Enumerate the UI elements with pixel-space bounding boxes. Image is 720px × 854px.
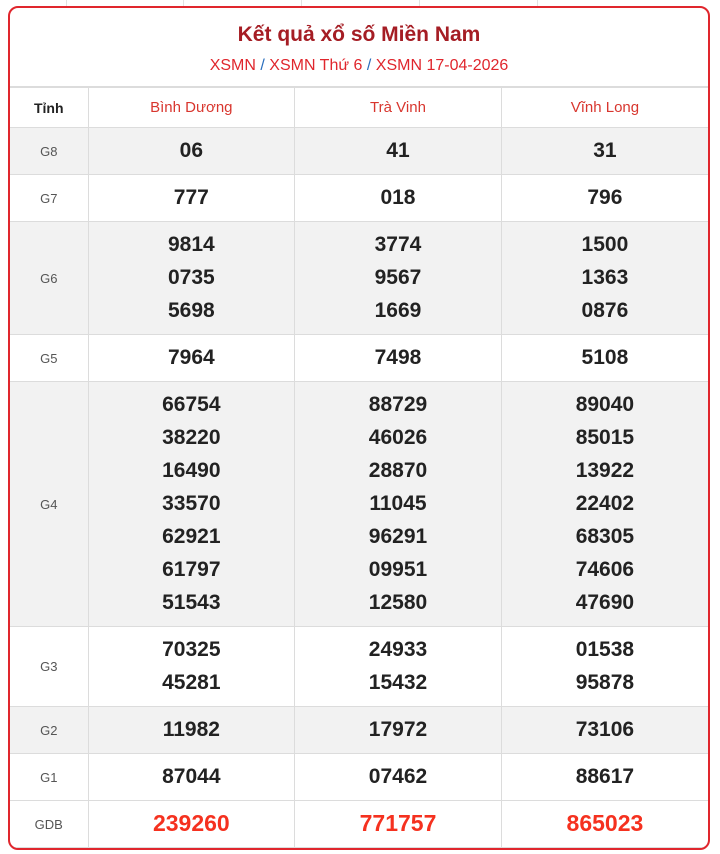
prize-cell-tra-vinh	[295, 335, 502, 382]
breadcrumb-xsmn-date[interactable]: XSMN 17-04-2026	[375, 57, 509, 74]
prize-number: 88729	[368, 393, 428, 416]
prize-number: 09951	[368, 558, 428, 581]
prize-label: G3	[10, 627, 88, 707]
prize-cell-vinh-long	[501, 382, 708, 627]
prize-cell-tra-vinh	[295, 707, 502, 754]
prize-cell-vinh-long	[501, 627, 708, 707]
prize-number: 96291	[368, 525, 428, 548]
prize-rows	[10, 128, 708, 848]
column-header-vinh-long[interactable]: Vĩnh Long	[501, 88, 708, 128]
prize-number: 73106	[575, 718, 635, 741]
prize-cell-binh-duong	[88, 707, 295, 754]
prize-cell-tra-vinh	[295, 128, 502, 175]
prize-cell-binh-duong	[88, 128, 295, 175]
prize-row-gdb	[10, 801, 708, 848]
prize-number: 11045	[369, 492, 427, 515]
prize-number: 51543	[162, 591, 221, 614]
prize-number: 66754	[162, 393, 221, 416]
prize-number: 0735	[167, 266, 215, 289]
prize-label: G6	[10, 222, 88, 335]
column-header-binh-duong[interactable]: Bình Dương	[88, 88, 295, 128]
prize-cell-vinh-long	[501, 175, 708, 222]
prize-number: 9814	[167, 233, 215, 256]
prize-label: GDB	[10, 801, 88, 848]
column-header-tra-vinh[interactable]: Trà Vinh	[295, 88, 502, 128]
prize-cell-binh-duong	[88, 335, 295, 382]
prize-row-g3	[10, 627, 708, 707]
prize-cell-binh-duong	[88, 754, 295, 801]
prize-number: 89040	[575, 393, 635, 416]
prize-number: 777	[173, 186, 209, 209]
prize-cell-vinh-long	[501, 707, 708, 754]
prize-row-g4	[10, 382, 708, 627]
prize-number: 74606	[575, 558, 635, 581]
prize-cell-binh-duong	[88, 627, 295, 707]
prize-number: 796	[587, 186, 623, 209]
prize-label: G2	[10, 707, 88, 754]
prize-number: 1669	[374, 299, 422, 322]
prize-row-g1	[10, 754, 708, 801]
prize-number: 1500	[581, 233, 629, 256]
prize-row-g6	[10, 222, 708, 335]
prize-number: 88617	[575, 765, 635, 788]
prize-number: 07462	[368, 765, 428, 788]
prize-number: 11982	[162, 718, 220, 741]
prize-row-g8	[10, 128, 708, 175]
prize-cell-vinh-long	[501, 128, 708, 175]
prize-cell-tra-vinh	[295, 801, 502, 848]
prize-cell-binh-duong	[88, 382, 295, 627]
prize-number: 46026	[368, 426, 428, 449]
prize-number: 41	[386, 139, 410, 162]
prize-number: 1363	[581, 266, 629, 289]
prize-cell-binh-duong	[88, 801, 295, 848]
breadcrumb-xsmn-thu6[interactable]: XSMN Thứ 6	[269, 57, 363, 74]
prize-row-g2	[10, 707, 708, 754]
prize-number: 45281	[162, 671, 221, 694]
prize-number: 0876	[581, 299, 629, 322]
prize-cell-tra-vinh	[295, 627, 502, 707]
prize-row-g7	[10, 175, 708, 222]
prize-label: G4	[10, 382, 88, 627]
prize-cell-vinh-long	[501, 335, 708, 382]
prize-number: 9567	[374, 266, 422, 289]
prize-number: 47690	[575, 591, 635, 614]
prize-cell-tra-vinh	[295, 382, 502, 627]
prize-number: 865023	[566, 810, 644, 836]
prize-number: 01538	[575, 638, 635, 661]
prize-number: 7498	[374, 346, 422, 369]
prize-number: 15432	[368, 671, 428, 694]
prize-label: G1	[10, 754, 88, 801]
prize-cell-tra-vinh	[295, 175, 502, 222]
prize-number: 95878	[575, 671, 635, 694]
prize-number: 239260	[152, 810, 230, 836]
breadcrumb	[10, 56, 708, 76]
prize-cell-tra-vinh	[295, 754, 502, 801]
prize-number: 12580	[368, 591, 428, 614]
table-header-row	[10, 88, 708, 128]
prize-number: 16490	[162, 459, 221, 482]
prize-number: 5108	[581, 346, 629, 369]
results-table	[10, 87, 708, 848]
page-title: Kết quả xổ số Miền Nam	[237, 23, 481, 46]
results-header	[10, 8, 708, 87]
prize-number: 13922	[575, 459, 635, 482]
prize-number: 7964	[167, 346, 215, 369]
prize-number: 68305	[575, 525, 635, 548]
prize-cell-tra-vinh	[295, 222, 502, 335]
results-card	[8, 6, 710, 850]
prize-number: 018	[380, 186, 416, 209]
prize-number: 06	[179, 139, 203, 162]
prize-number: 28870	[368, 459, 428, 482]
prize-cell-vinh-long	[501, 754, 708, 801]
prize-number: 38220	[162, 426, 221, 449]
prize-number: 3774	[374, 233, 422, 256]
prize-number: 24933	[368, 638, 428, 661]
prize-number: 17972	[368, 718, 428, 741]
prize-number: 87044	[162, 765, 221, 788]
prize-number: 5698	[167, 299, 215, 322]
prize-cell-binh-duong	[88, 222, 295, 335]
prize-cell-vinh-long	[501, 801, 708, 848]
prize-number: 62921	[162, 525, 221, 548]
prize-label: G7	[10, 175, 88, 222]
prize-number: 70325	[162, 638, 221, 661]
prize-cell-vinh-long	[501, 222, 708, 335]
prize-row-g5	[10, 335, 708, 382]
prize-label: G5	[10, 335, 88, 382]
breadcrumb-separator: /	[366, 57, 372, 74]
prize-number: 33570	[162, 492, 221, 515]
prize-number: 22402	[575, 492, 635, 515]
breadcrumb-xsmn[interactable]: XSMN	[209, 57, 256, 74]
prize-number: 85015	[575, 426, 635, 449]
breadcrumb-separator: /	[260, 57, 265, 74]
prize-number: 61797	[162, 558, 221, 581]
prize-number: 31	[593, 139, 617, 162]
prize-number: 771757	[359, 810, 437, 836]
prize-cell-binh-duong	[88, 175, 295, 222]
prize-label: G8	[10, 128, 88, 175]
column-header-province: Tỉnh	[10, 88, 88, 128]
